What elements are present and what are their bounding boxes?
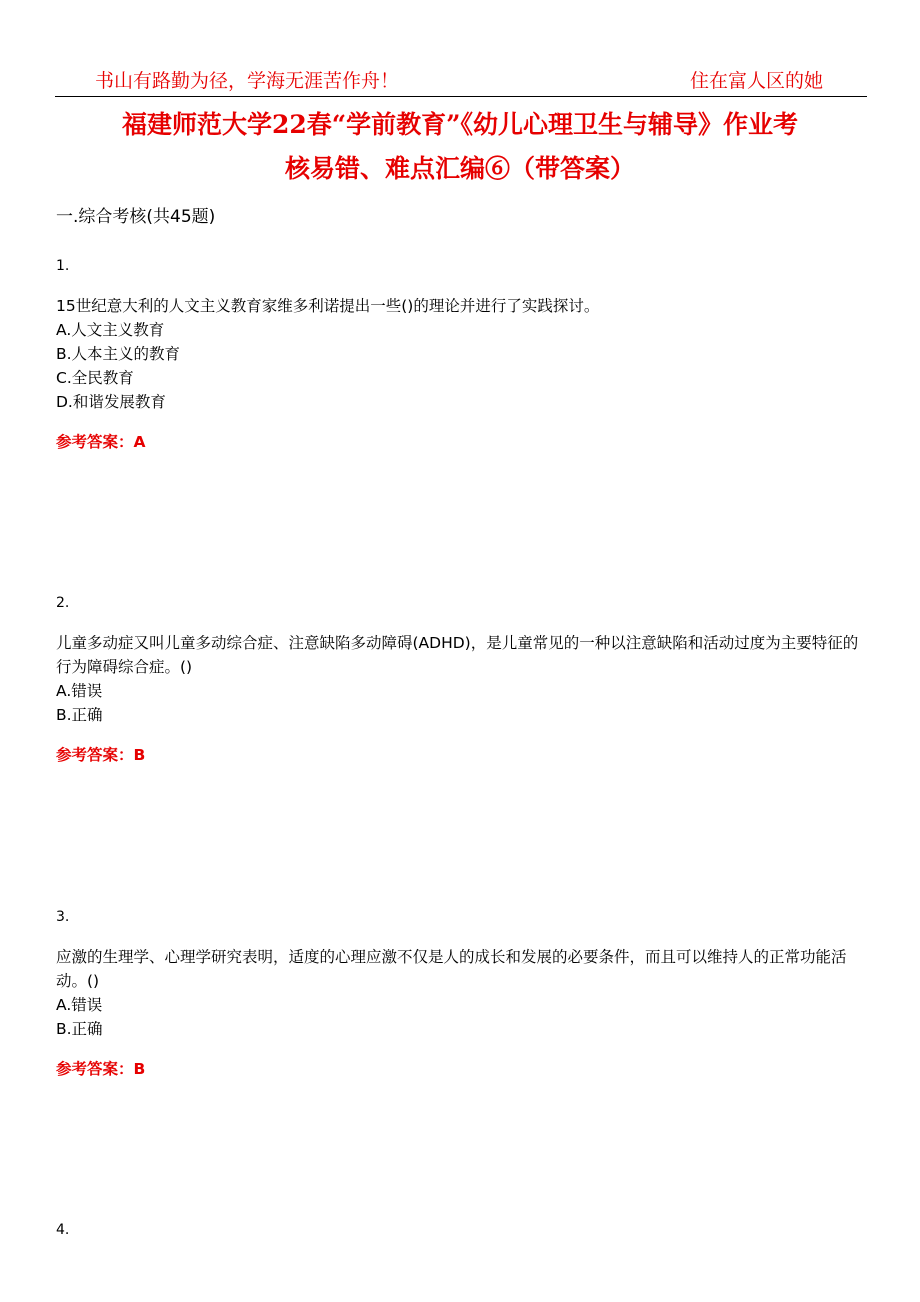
reference-answer: 参考答案：B (56, 746, 146, 764)
question-text: 应激的生理学、心理学研究表明，适度的心理应激不仅是人的成长和发展的必要条件，而且可以维持人的正常功能活动。() (56, 948, 847, 990)
option-c: C.全民教育 (56, 369, 134, 387)
document-title-line-2: 核易错、难点汇编⑥（带答案） (284, 154, 635, 183)
question-2 (56, 593, 868, 767)
document-title-line-1: 福建师范大学22春“学前教育”《幼儿心理卫生与辅导》作业考 (121, 110, 799, 139)
question-number: 3. (56, 909, 70, 925)
page-header (55, 62, 867, 97)
reference-answer: 参考答案：B (56, 1060, 146, 1078)
section-heading: 一.综合考核(共45题) (56, 207, 216, 227)
reference-answer: 参考答案：A (56, 433, 146, 451)
question-number: 4. (56, 1222, 70, 1238)
option-d: D.和谐发展教育 (56, 393, 166, 411)
question-1 (56, 256, 868, 454)
option-a: A.错误 (56, 996, 103, 1014)
question-number: 1. (56, 258, 70, 274)
option-a: A.人文主义教育 (56, 321, 165, 339)
question-text: 儿童多动症又叫儿童多动综合症、注意缺陷多动障碍(ADHD)，是儿童常见的一种以注意缺陷和活动过度为主要特征的行为障碍综合症。() (56, 634, 859, 676)
question-number: 2. (56, 595, 70, 611)
header-author: 住在富人区的她 (689, 70, 823, 92)
option-b: B.人本主义的教育 (56, 345, 181, 363)
question-3 (56, 907, 868, 1081)
option-b: B.正确 (56, 706, 103, 724)
option-b: B.正确 (56, 1020, 103, 1038)
question-text: 15世纪意大利的人文主义教育家维多利诺提出一些()的理论并进行了实践探讨。 (56, 297, 600, 315)
header-motto: 书山有路勤为径，学海无涯苦作舟！ (95, 70, 400, 92)
option-a: A.错误 (56, 682, 103, 700)
question-4 (56, 1220, 868, 1240)
